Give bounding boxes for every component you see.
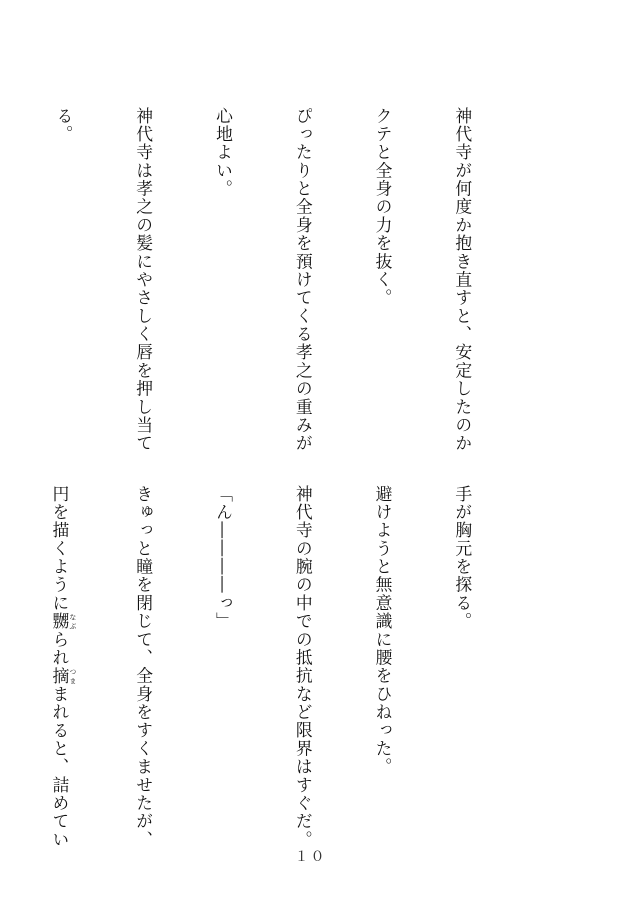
text-line: きゅっと瞳を閉じて、全身をすくませたが、: [133, 485, 154, 849]
ruby-reading: つま: [68, 666, 77, 686]
text-line: 避けようと無意識に腰をひねった。: [373, 485, 394, 777]
text-line: 手が胸元を探る。: [452, 485, 473, 631]
ruby-reading: なぶ: [68, 612, 77, 631]
text-line: クテと全身の力を抜く。: [373, 107, 394, 308]
ruby-annotation: [49, 612, 77, 631]
text-line-with-ruby: 円を描くように嬲 なぶられ摘 つままれると、詰めてい: [49, 485, 77, 849]
text-line: 「ん――――っ」: [213, 485, 234, 631]
text-line: 神代寺が何度か抱き直すと、安定したのか: [452, 107, 473, 453]
text-line: 心地よい。: [213, 107, 234, 198]
ruby-base: 嬲: [49, 612, 70, 631]
page-number: １０: [294, 849, 327, 865]
ruby-base: 摘: [49, 666, 70, 686]
top-text-block: [0, 107, 529, 453]
bottom-text-block: [0, 485, 529, 849]
text-line: 神代寺の腕の中での抵抗など限界はすぐだ。: [293, 485, 314, 849]
text-line: る。: [53, 107, 74, 144]
text-line: 神代寺は孝之の髪にやさしく唇を押し当て: [133, 107, 154, 453]
ruby-annotation: [49, 666, 77, 686]
text-line: ぴったりと全身を預けてくる孝之の重みが: [293, 107, 314, 453]
